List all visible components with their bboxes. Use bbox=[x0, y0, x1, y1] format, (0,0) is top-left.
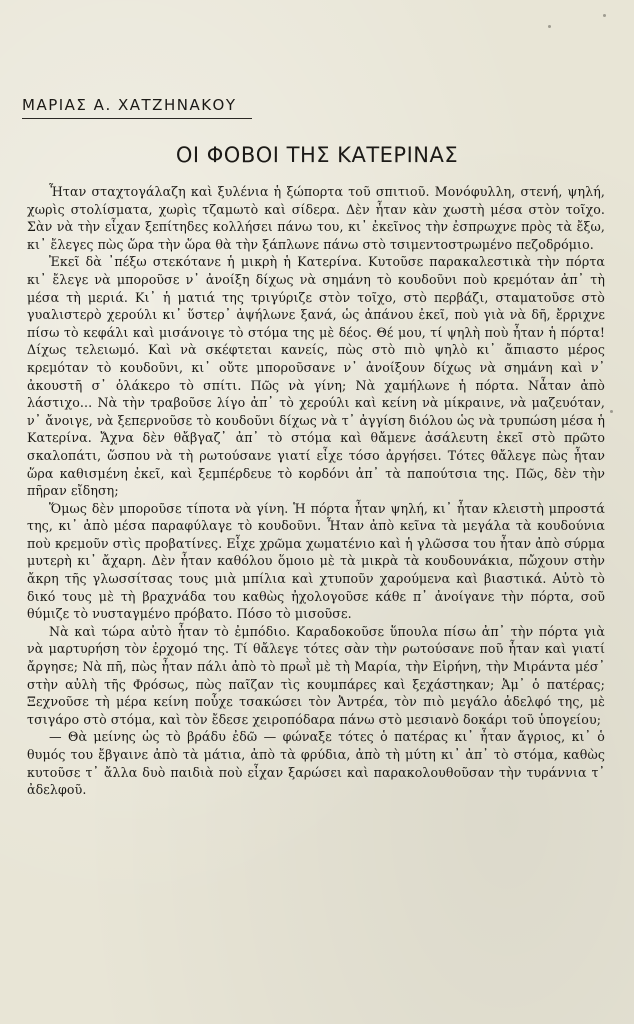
paragraph: Ἐκεῖ δὰ ᾽πέξω στεκότανε ἡ μικρὴ ἡ Κατερίνα. Κυτοῦσε παρακαλεστικὰ τὴν πόρτα κι᾽ ἔλεγε νὰ μποροῦσε ν᾽ ἀνοίξη δίχως νὰ σημάνη τὸ κουδοῦνι ποὺ κρεμόταν ἀπ᾽ τὴ μέσα τὴ μεριά. Κι᾽ ἡ ματιά της τριγύριζε στὸν τοῖχο, στὸ περβάζι, σταματοῦσε στὸ γυαλιστερὸ χερούλι κι᾽ ὕστερ᾽ ἀψήλωνε ξανά, ὡς ἀπάνου ἐκεῖ, ποὺ γιὰ νὰ δῆ, ἔρριχνε πίσω τὸ κεφάλι καὶ μισάνοιγε τὸ στόμα της μὲ δέος. Θέ μου, τί ψηλὴ ποὺ ἦταν ἡ πόρτα! Δίχως τελειωμό. Καὶ νὰ σκέφτεται κανείς, πὼς στὸ πιὸ ψηλὸ κι᾽ ἄπιαστο μέρος κρεμόταν τὸ κουδοῦνι, κι᾽ οὔτε μποροῦσανε ν᾽ ἀνοίξουν δίχως νὰ σημάνη καὶ ν᾽ ἀκουστῆ σ᾽ ὁλάκερο τὸ σπίτι. Πῶς νὰ γίνη; Νὰ χαμήλωνε ἡ πόρτα. Νἆταν ἀπὸ λάστιχο... Νὰ τὴν τραβοῦσε λίγο ἀπ᾽ τὸ χερούλι καὶ κείνη νὰ μίκραινε, νὰ μαζευόταν, ν᾽ ἄνοιγε, νὰ ξεπερνοῦσε τὸ κουδοῦνι δίχως νὰ τ᾽ ἀγγίση διόλου ὡς νὰ τρυπώση μέσα ἡ Κατερίνα. Ἄχνα δὲν θἄβγαζ᾽ ἀπ᾽ τὸ στόμα καὶ θἄμενε ἀσάλευτη ἐκεῖ στὸ πρῶτο σκαλοπάτι, ὥσπου νὰ τὴ ρωτούσανε γιατί εἶχε τόσο ἀργήσει. Τότες θἄλεγε πὼς ἦταν ὥρα καθισμένη ἐκεῖ, καὶ ξεμπέρδευε τὸ κορδόνι ἀπ᾽ τὰ παπούτσια της. Πῶς, δὲν τὴν πῆραν εἴδηση; bbox=[27, 254, 605, 499]
paper-speck bbox=[548, 25, 551, 28]
story-body bbox=[27, 183, 605, 799]
author-name: ΜΑΡΙΑΣ Α. ΧΑΤΖΗΝΑΚΟΥ bbox=[22, 96, 252, 119]
paragraph: Ὅμως δὲν μποροῦσε τίποτα νὰ γίνη. Ἡ πόρτα ἦταν ψηλή, κι᾽ ἦταν κλειστὴ μπροστά της, κι᾽ ἀπὸ μέσα παραφύλαγε τὸ κουδοῦνι. Ἦταν ἀπὸ κεῖνα τὰ μεγάλα τὰ κουδούνια ποὺ κρεμοῦν στὶς προβατίνες. Εἶχε χρῶμα χωματένιο καὶ ἡ γλῶσσα του ἦταν ἀπὸ σύρμα μυτερὴ κι᾽ ἄχαρη. Δὲν ἦταν καθόλου ὅμοιο μὲ τὰ μικρὰ τὰ κουδουνάκια, πὤχουν στὴν ἄκρη τῆς γλωσσίτσας τους μιὰ μπίλια καὶ χτυποῦν χαρούμενα καὶ βιαστικά. Αὐτὸ τὸ δικό τους μὲ τὴ βραχνάδα του καθὼς ἠχολογοῦσε κάθε π᾽ ἀνοίγανε τὴν πόρτα, σοῦ θύμιζε τὸ νυσταγμένο πρόβατο. Πόσο τὸ μισοῦσε. bbox=[27, 500, 605, 622]
paragraph: Ἦταν σταχτογάλαζη καὶ ξυλένια ἡ ξώπορτα τοῦ σπιτιοῦ. Μονόφυλλη, στενή, ψηλή, χωρὶς στολίσματα, χωρὶς τζαμωτὸ καὶ σίδερα. Δὲν ἦταν κὰν χωστὴ μέσα στὸν τοῖχο. Σὰν νὰ τὴν εἶχαν ξεπίτηδες κολλήσει πάνω του, κι᾽ ἐκεῖνος τὴν ἐσπρωχνε πρὸς τὰ ἔξω, κι᾽ ἔλεγες πὼς ὥρα τὴν ὥρα θὰ τὴν ξάπλωνε πάνω στὸ τσιμεντοστρωμένο πεζοδρόμιο. bbox=[27, 184, 605, 252]
paragraph: Νὰ καὶ τώρα αὐτὸ ἦταν τὸ ἐμπόδιο. Καραδοκοῦσε ὕπουλα πίσω ἀπ᾽ τὴν πόρτα γιὰ νὰ μαρτυρήση τὸν ἐρχομό της. Τί θἄλεγε τότες σὰν τὴν ρωτούσανε ποῦ ἦταν καὶ γιατί ἄργησε; Νὰ πῆ, πὼς ἦταν πάλι ἀπὸ τὸ πρωῒ μὲ τὴ Μαρία, τὴν Εἰρήνη, τὴν Μιράντα μέσ᾽ στὴν αὐλὴ τῆς Φρόσως, πὼς παῖζαν τὶς κουμπάρες καὶ ξεχάστηκαν; Ἀμ᾽ ὁ πατέρας; Ξεχνοῦσε τὴ μέρα κείνη ποὖχε τσακώσει τὸν Ἀντρέα, τὸν πιὸ μεγάλο ἀδελφό της, μὲ τσιγάρο στὸ στόμα, καὶ τὸν ἔδεσε χειροπόδαρα πάνω στὸ μεσιανὸ δοκάρι τοῦ ὑπογείου; bbox=[27, 623, 605, 727]
story-title: ΟΙ ΦΟΒΟΙ ΤΗΣ ΚΑΤΕΡΙΝΑΣ bbox=[175, 143, 459, 167]
paper-speck bbox=[603, 14, 606, 17]
paper-speck bbox=[610, 410, 613, 413]
paragraph: — Θὰ μείνης ὡς τὸ βράδυ ἐδῶ — φώναξε τότες ὁ πατέρας κι᾽ ἦταν ἄγριος, κι᾽ ὁ θυμός του ἔβγαινε ἀπὸ τὰ μάτια, ἀπὸ τὰ φρύδια, ἀπὸ τὴ μύτη κι᾽ ἀπ᾽ τὸ στόμα, καθὼς κυτοῦσε τ᾽ ἄλλα δυὸ παιδιὰ ποὺ εἶχαν ξαρώσει καὶ παρακολουθοῦσαν τὴν τυράννια τ᾽ ἀδελφοῦ. bbox=[27, 729, 605, 798]
